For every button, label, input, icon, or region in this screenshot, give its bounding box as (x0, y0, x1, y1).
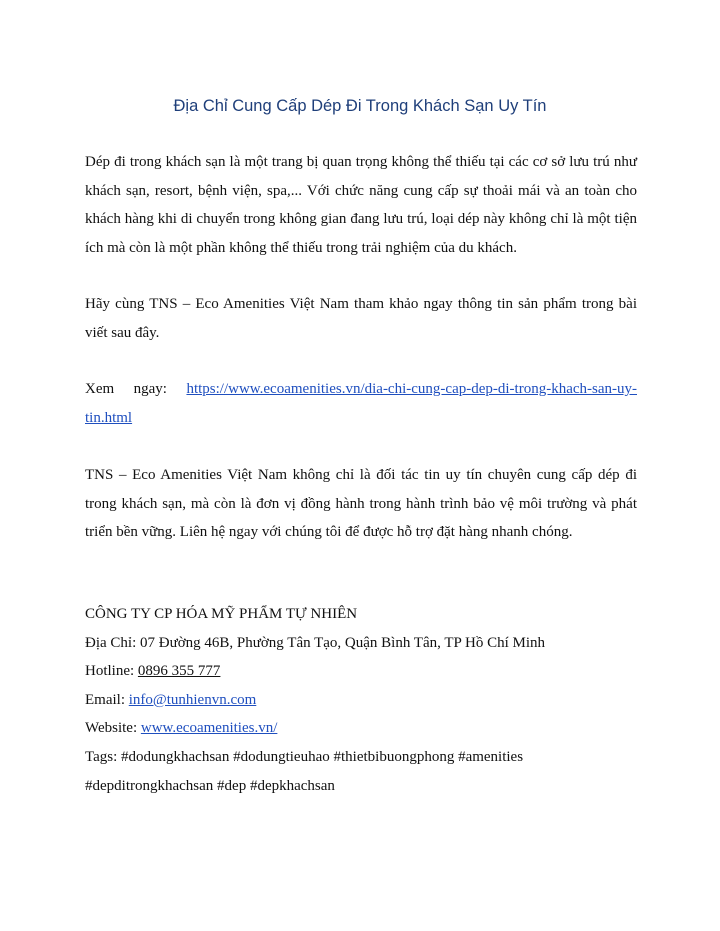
company-address: Địa Chỉ: 07 Đường 46B, Phường Tân Tạo, Quận Bình Tân, TP Hồ Chí Minh (85, 634, 546, 651)
read-more-paragraph (85, 375, 637, 432)
intro-paragraph: Dép đi trong khách sạn là một trang bị quan trọng không thể thiếu tại các cơ sở lưu trú như khách sạn, resort, bệnh viện, spa,... Với chức năng cung cấp sự thoải mái và an toàn cho khách hàng khi di chuyển trong không gian đang lưu trú, loại dép này không chỉ là một tiện ích mà còn là một phần không thể thiếu trong trải nghiệm của du khách. (85, 154, 637, 256)
read-more-label: Xem ngay: (85, 381, 187, 397)
hotline-link[interactable]: 0896 355 777 (137, 663, 221, 680)
website-label: Website: (85, 720, 141, 737)
company-name: CÔNG TY CP HÓA MỸ PHẨM TỰ NHIÊN (85, 606, 358, 622)
email-label: Email: (85, 691, 129, 708)
website-row (85, 714, 637, 743)
hotline-label: Hotline: (85, 663, 138, 680)
tags-line-1: Tags: #dodungkhachsan #dodungtieuhao #thietbibuongphong #amenities (85, 748, 524, 765)
page-title: Địa Chỉ Cung Cấp Dép Đi Trong Khách Sạn Uy Tín (173, 97, 547, 115)
company-info (85, 600, 637, 800)
email-link[interactable]: info@tunhienvn.com (128, 691, 257, 708)
invite-paragraph: Hãy cùng TNS – Eco Amenities Việt Nam tham khảo ngay thông tin sản phẩm trong bài viết sau đây. (85, 296, 637, 341)
partner-paragraph: TNS – Eco Amenities Việt Nam không chỉ là đối tác tin uy tín chuyên cung cấp dép đi trong khách sạn, mà còn là đơn vị đồng hành trong hành trình bảo vệ môi trường và phát triển bền vững. Liên hệ ngay với chúng tôi để được hỗ trợ đặt hàng nhanh chóng. (85, 467, 637, 541)
article-link[interactable]: https://www.ecoamenities.vn/dia-chi-cung-cap-dep-di-trong-khach-san-uy-tin.html (85, 381, 637, 426)
tags-line-2: #depditrongkhachsan #dep #depkhachsan (85, 777, 335, 794)
hotline-row (85, 657, 637, 686)
website-link[interactable]: www.ecoamenities.vn/ (140, 720, 278, 737)
email-row (85, 686, 637, 715)
